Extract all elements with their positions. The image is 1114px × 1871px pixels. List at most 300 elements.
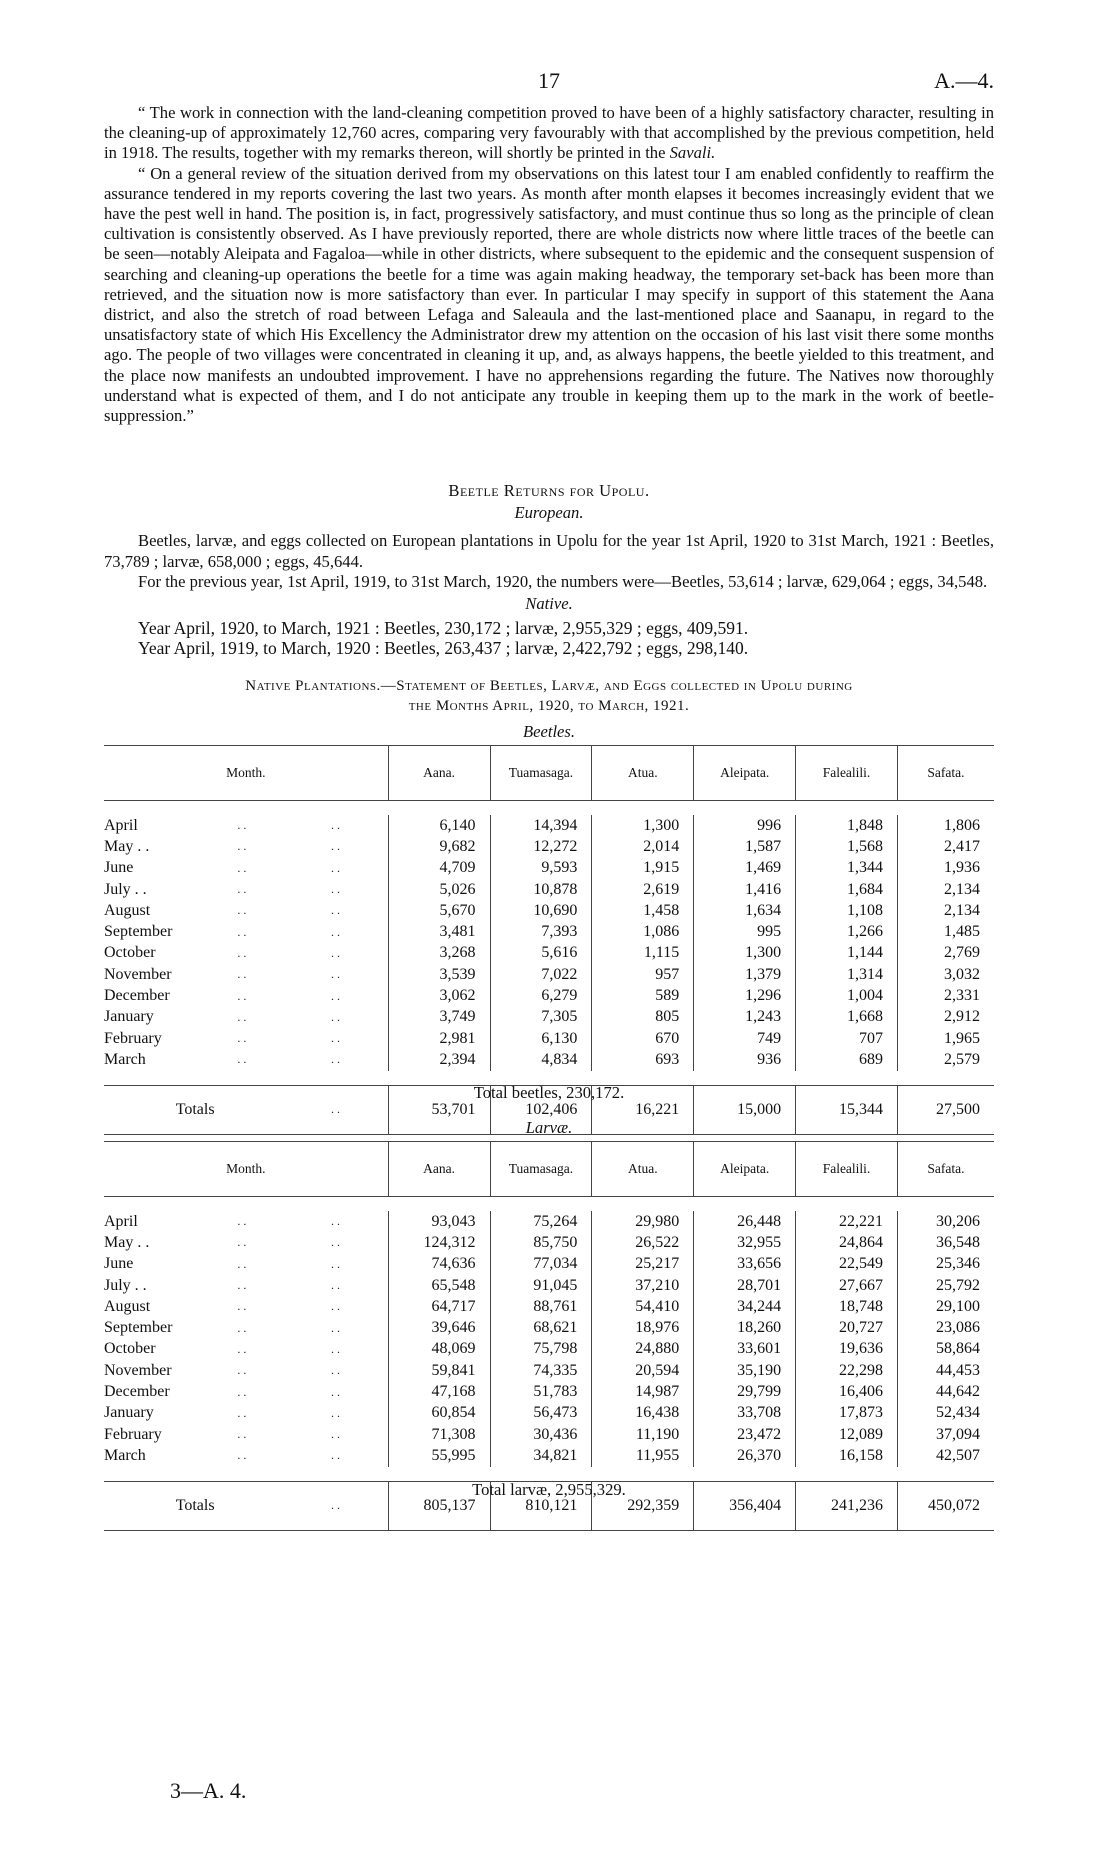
leader-dots: .. (330, 1405, 343, 1420)
total-falealili: 241,236 (796, 1481, 898, 1530)
table-row (104, 1360, 994, 1381)
value-safata: 44,642 (897, 1381, 994, 1402)
value-aleipata: 1,634 (694, 900, 796, 921)
total-aleipata: 356,404 (694, 1481, 796, 1530)
month-cell: September (104, 923, 173, 941)
value-tuamasaga: 51,783 (490, 1381, 592, 1402)
month-cell: July . . (104, 880, 147, 898)
month-cell: June (104, 1255, 134, 1273)
value-tuamasaga: 12,272 (490, 836, 592, 857)
value-aleipata: 35,190 (694, 1360, 796, 1381)
value-aana: 4,709 (388, 858, 490, 879)
value-falealili: 22,221 (796, 1211, 898, 1232)
value-aleipata: 23,472 (694, 1424, 796, 1445)
value-safata: 30,206 (897, 1211, 994, 1232)
beetles-table-caption (104, 722, 994, 742)
value-aleipata: 34,244 (694, 1296, 796, 1317)
value-aana: 64,717 (388, 1296, 490, 1317)
leader-dots: .. (237, 1299, 250, 1314)
value-atua: 670 (592, 1028, 694, 1049)
value-falealili: 1,568 (796, 836, 898, 857)
value-aana: 5,026 (388, 879, 490, 900)
value-tuamasaga: 56,473 (490, 1403, 592, 1424)
month-cell: August (104, 901, 151, 919)
column-header-atua: Atua. (592, 1142, 694, 1197)
total-atua: 292,359 (592, 1481, 694, 1530)
table-row (104, 1028, 994, 1049)
value-tuamasaga: 34,821 (490, 1445, 592, 1466)
value-atua: 693 (592, 1049, 694, 1070)
value-aana: 65,548 (388, 1275, 490, 1296)
table-row (104, 1254, 994, 1275)
value-atua: 14,987 (592, 1381, 694, 1402)
leader-dots: .. (237, 882, 250, 897)
value-tuamasaga: 10,690 (490, 900, 592, 921)
value-atua: 11,190 (592, 1424, 694, 1445)
value-safata: 36,548 (897, 1232, 994, 1253)
value-atua: 26,522 (592, 1232, 694, 1253)
native-returns-current: Year April, 1920, to March, 1921 : Beetles, 230,172 ; larvæ, 2,955,329 ; eggs, 409,591. (138, 618, 749, 639)
leader-dots: .. (330, 882, 343, 897)
table-row (104, 836, 994, 857)
total-tuamasaga: 102,406 (490, 1085, 592, 1134)
value-safata: 58,864 (897, 1339, 994, 1360)
leader-dots: .. (286, 1085, 388, 1134)
column-header-aleipata: Aleipata. (694, 746, 796, 801)
value-falealili: 20,727 (796, 1317, 898, 1338)
month-cell: April (104, 816, 138, 834)
table-row (104, 1211, 994, 1232)
total-safata: 450,072 (897, 1481, 994, 1530)
value-atua: 589 (592, 985, 694, 1006)
value-aleipata: 1,587 (694, 836, 796, 857)
leader-dots: .. (330, 839, 343, 854)
value-tuamasaga: 6,279 (490, 985, 592, 1006)
value-falealili: 1,004 (796, 985, 898, 1006)
table-row (104, 900, 994, 921)
leader-dots: .. (330, 1427, 343, 1442)
european-returns-current: Beetles, larvæ, and eggs collected on European plantations in Upolu for the year 1st April, 1920 to 31st March, 1921 : Beetles, 73,789 ; larvæ, 658,000 ; eggs, 45,644. (104, 531, 994, 571)
leader-dots: .. (330, 945, 343, 960)
leader-dots: .. (237, 1256, 250, 1271)
table-row (104, 921, 994, 942)
leader-dots: .. (237, 1278, 250, 1293)
paragraph-text: “ The work in connection with the land-cleaning competition proved to have been of a highly satisfactory character, resulting in the cleaning-up of approximately 12,760 acres, comparing very favourably with that accomplished by the previous competition, held in 1918. The results, together with my remarks thereon, will shortly be printed in the (104, 103, 994, 163)
month-cell: January (104, 1008, 154, 1026)
value-atua: 805 (592, 1007, 694, 1028)
value-falealili: 1,848 (796, 815, 898, 836)
value-tuamasaga: 7,393 (490, 921, 592, 942)
spacer-row (104, 801, 994, 816)
native-heading (104, 594, 994, 614)
totals-label: Totals (104, 1481, 286, 1530)
beetles-total-line: Total beetles, 230,172. (473, 1083, 625, 1102)
value-safata: 2,769 (897, 943, 994, 964)
value-falealili: 1,684 (796, 879, 898, 900)
savali-title: Savali. (669, 143, 716, 163)
table-row (104, 1296, 994, 1317)
month-cell: March (104, 1446, 146, 1464)
footer-reference: 3—A. 4. (170, 1778, 247, 1803)
leader-dots: .. (237, 1031, 250, 1046)
larvae-header-row (104, 1142, 994, 1197)
value-falealili: 1,108 (796, 900, 898, 921)
larvae-table (104, 1141, 994, 1531)
value-aleipata: 1,300 (694, 943, 796, 964)
value-falealili: 17,873 (796, 1403, 898, 1424)
leader-dots: .. (330, 1052, 343, 1067)
value-falealili: 1,266 (796, 921, 898, 942)
value-tuamasaga: 75,264 (490, 1211, 592, 1232)
value-safata: 1,485 (897, 921, 994, 942)
value-atua: 957 (592, 964, 694, 985)
value-atua: 20,594 (592, 1360, 694, 1381)
leader-dots: .. (237, 1009, 250, 1024)
value-tuamasaga: 91,045 (490, 1275, 592, 1296)
value-atua: 37,210 (592, 1275, 694, 1296)
value-aleipata: 28,701 (694, 1275, 796, 1296)
value-aleipata: 32,955 (694, 1232, 796, 1253)
value-aana: 3,062 (388, 985, 490, 1006)
spacer-cell (104, 1197, 994, 1212)
value-atua: 25,217 (592, 1254, 694, 1275)
table-row (104, 1049, 994, 1070)
column-header-aleipata: Aleipata. (694, 1142, 796, 1197)
column-header-safata: Safata. (897, 746, 994, 801)
leader-dots: .. (237, 1320, 250, 1335)
value-falealili: 22,549 (796, 1254, 898, 1275)
totals-label: Totals (104, 1085, 286, 1134)
larvae-caption-text: Larvæ. (525, 1118, 573, 1137)
european-heading-text: European. (514, 503, 584, 523)
value-aleipata: 26,370 (694, 1445, 796, 1466)
leader-dots: .. (330, 1384, 343, 1399)
value-falealili: 689 (796, 1049, 898, 1070)
statement-title-line1: Native Plantations.—Statement of Beetles, Larvæ, and Eggs collected in Upolu during (245, 678, 853, 694)
month-cell: June (104, 859, 134, 877)
leader-dots: .. (330, 1009, 343, 1024)
value-tuamasaga: 5,616 (490, 943, 592, 964)
total-tuamasaga: 810,121 (490, 1481, 592, 1530)
value-aleipata: 749 (694, 1028, 796, 1049)
leader-dots: .. (237, 1214, 250, 1229)
total-atua: 16,221 (592, 1085, 694, 1134)
value-aleipata: 996 (694, 815, 796, 836)
native-heading-text: Native. (525, 594, 573, 614)
beetles-caption-text: Beetles. (522, 722, 576, 741)
table-row (104, 1403, 994, 1424)
leader-dots: .. (237, 903, 250, 918)
value-safata: 37,094 (897, 1424, 994, 1445)
column-header-falealili: Falealili. (796, 1142, 898, 1197)
value-aleipata: 1,416 (694, 879, 796, 900)
column-header-tuamasaga: Tuamasaga. (490, 746, 592, 801)
month-cell: May . . (104, 837, 150, 855)
value-falealili: 1,144 (796, 943, 898, 964)
leader-dots: .. (237, 1405, 250, 1420)
table-row (104, 964, 994, 985)
column-header-safata: Safata. (897, 1142, 994, 1197)
month-cell: December (104, 1383, 170, 1401)
value-tuamasaga: 6,130 (490, 1028, 592, 1049)
leader-dots: .. (330, 1320, 343, 1335)
value-aana: 39,646 (388, 1317, 490, 1338)
column-header-aana: Aana. (388, 1142, 490, 1197)
value-tuamasaga: 30,436 (490, 1424, 592, 1445)
leader-dots: .. (330, 818, 343, 833)
month-cell: November (104, 1361, 172, 1379)
value-safata: 2,417 (897, 836, 994, 857)
value-tuamasaga: 77,034 (490, 1254, 592, 1275)
value-falealili: 27,667 (796, 1275, 898, 1296)
value-safata: 42,507 (897, 1445, 994, 1466)
value-tuamasaga: 14,394 (490, 815, 592, 836)
value-tuamasaga: 7,305 (490, 1007, 592, 1028)
larvae-table-caption (104, 1118, 994, 1138)
value-aana: 93,043 (388, 1211, 490, 1232)
value-aana: 60,854 (388, 1403, 490, 1424)
value-safata: 25,792 (897, 1275, 994, 1296)
value-safata: 52,434 (897, 1403, 994, 1424)
value-aana: 59,841 (388, 1360, 490, 1381)
value-tuamasaga: 4,834 (490, 1049, 592, 1070)
table-row (104, 1275, 994, 1296)
month-cell: October (104, 944, 156, 962)
value-atua: 1,458 (592, 900, 694, 921)
total-falealili: 15,344 (796, 1085, 898, 1134)
value-falealili: 22,298 (796, 1360, 898, 1381)
larvae-total-line: Total larvæ, 2,955,329. (472, 1480, 626, 1499)
value-safata: 2,579 (897, 1049, 994, 1070)
leader-dots: .. (330, 1256, 343, 1271)
value-falealili: 18,748 (796, 1296, 898, 1317)
table-row (104, 1007, 994, 1028)
value-aana: 47,168 (388, 1381, 490, 1402)
leader-dots: .. (237, 1384, 250, 1399)
leader-dots: .. (330, 1341, 343, 1356)
value-tuamasaga: 74,335 (490, 1360, 592, 1381)
spacer-row (104, 1197, 994, 1212)
value-aana: 71,308 (388, 1424, 490, 1445)
table-row (104, 1339, 994, 1360)
page-header (104, 68, 994, 98)
value-aana: 3,749 (388, 1007, 490, 1028)
leader-dots: .. (237, 1235, 250, 1250)
value-safata: 23,086 (897, 1317, 994, 1338)
leader-dots: .. (237, 1427, 250, 1442)
table-row (104, 815, 994, 836)
page-number: 17 (538, 68, 560, 93)
value-falealili: 1,668 (796, 1007, 898, 1028)
leader-dots: .. (330, 1363, 343, 1378)
value-aana: 3,268 (388, 943, 490, 964)
value-tuamasaga: 68,621 (490, 1317, 592, 1338)
european-returns-previous: For the previous year, 1st April, 1919, to 31st March, 1920, the numbers were—Beetles, 53,614 ; larvæ, 629,064 ; eggs, 34,548. (138, 571, 988, 591)
value-aana: 6,140 (388, 815, 490, 836)
month-cell: September (104, 1319, 173, 1337)
leader-dots: .. (330, 1278, 343, 1293)
value-aana: 74,636 (388, 1254, 490, 1275)
value-safata: 29,100 (897, 1296, 994, 1317)
value-safata: 44,453 (897, 1360, 994, 1381)
value-aleipata: 26,448 (694, 1211, 796, 1232)
table-row (104, 985, 994, 1006)
leader-dots: .. (237, 967, 250, 982)
value-aleipata: 18,260 (694, 1317, 796, 1338)
value-aana: 3,539 (388, 964, 490, 985)
paragraph-general-review: “ On a general review of the situation derived from my observations on this latest tour I am enabled confidently to reaffirm the assurance tendered in my reports covering the last two years. As month after month elapses it becomes increasingly evident that we have the pest well in hand. The position is, in fact, progressively satisfactory, and must continue thus so long as the principle of clean cultivation is consistently observed. As I have previously reported, there are whole districts now where little traces of the beetle can be seen—notably Aleipata and Fagaloa—while in other districts, where subsequent to the epidemic and the consequent suspension of searching and cleaning-up operations the beetle for a time was again making headway, the temporary set-back has been more than retrieved, and the situation now is more satisfactory than ever. In particular I may specify in support of this statement the Aana district, and also the stretch of road between Lefaga and Saleaula and the last-mentioned place and Saanapu, in regard to the unsatisfactory state of which His Excellency the Administrator drew my attention on the occasion of his last visit there some months ago. The people of two villages were concentrated in cleaning it up, and, as always happens, the beetle yielded to this treatment, and the place now manifests an undoubted improvement. I have no apprehensions regarding the future. The Natives now thoroughly understand what is expected of them, and I do not anticipate any trouble in keeping them up to the mark in the work of beetle-suppression.” (104, 163, 994, 426)
value-falealili: 19,636 (796, 1339, 898, 1360)
body-text (104, 103, 994, 426)
leader-dots: .. (330, 1448, 343, 1463)
month-cell: November (104, 965, 172, 983)
value-tuamasaga: 88,761 (490, 1296, 592, 1317)
value-aana: 48,069 (388, 1339, 490, 1360)
leader-dots: .. (330, 860, 343, 875)
paragraph-land-cleaning (104, 103, 994, 164)
month-cell: February (104, 1029, 162, 1047)
value-atua: 1,115 (592, 943, 694, 964)
value-aleipata: 995 (694, 921, 796, 942)
leader-dots: .. (237, 860, 250, 875)
european-heading (104, 503, 994, 523)
value-falealili: 16,406 (796, 1381, 898, 1402)
table-row (104, 1232, 994, 1253)
month-cell: October (104, 1340, 156, 1358)
leader-dots: .. (330, 903, 343, 918)
document-reference: A.—4. (934, 68, 994, 93)
value-tuamasaga: 10,878 (490, 879, 592, 900)
column-header-month: Month. (104, 746, 388, 801)
month-cell: February (104, 1425, 162, 1443)
value-aleipata: 29,799 (694, 1381, 796, 1402)
leader-dots: .. (286, 1481, 388, 1530)
column-header-atua: Atua. (592, 746, 694, 801)
value-atua: 29,980 (592, 1211, 694, 1232)
value-atua: 24,880 (592, 1339, 694, 1360)
value-aana: 3,481 (388, 921, 490, 942)
value-safata: 2,912 (897, 1007, 994, 1028)
table-row (104, 879, 994, 900)
leader-dots: .. (237, 988, 250, 1003)
value-aleipata: 1,243 (694, 1007, 796, 1028)
spacer-cell (104, 1467, 994, 1482)
value-falealili: 1,344 (796, 858, 898, 879)
statement-title (104, 676, 994, 716)
column-header-tuamasaga: Tuamasaga. (490, 1142, 592, 1197)
value-safata: 2,134 (897, 900, 994, 921)
leader-dots: .. (237, 924, 250, 939)
table-row (104, 1381, 994, 1402)
table-row (104, 943, 994, 964)
value-aleipata: 1,469 (694, 858, 796, 879)
month-cell: March (104, 1050, 146, 1068)
value-atua: 1,300 (592, 815, 694, 836)
value-tuamasaga: 85,750 (490, 1232, 592, 1253)
beetle-returns-heading: Beetle Returns for Upolu. (448, 481, 650, 500)
value-falealili: 707 (796, 1028, 898, 1049)
leader-dots: .. (330, 1235, 343, 1250)
value-atua: 18,976 (592, 1317, 694, 1338)
value-atua: 1,086 (592, 921, 694, 942)
value-aleipata: 33,656 (694, 1254, 796, 1275)
value-aana: 55,995 (388, 1445, 490, 1466)
beetles-table (104, 745, 994, 1135)
leader-dots: .. (330, 924, 343, 939)
value-falealili: 24,864 (796, 1232, 898, 1253)
month-cell: December (104, 987, 170, 1005)
leader-dots: .. (330, 967, 343, 982)
leader-dots: .. (330, 1214, 343, 1229)
value-tuamasaga: 9,593 (490, 858, 592, 879)
leader-dots: .. (237, 818, 250, 833)
value-tuamasaga: 75,798 (490, 1339, 592, 1360)
leader-dots: .. (237, 1448, 250, 1463)
value-falealili: 16,158 (796, 1445, 898, 1466)
value-safata: 2,134 (897, 879, 994, 900)
value-aana: 2,394 (388, 1049, 490, 1070)
value-aana: 124,312 (388, 1232, 490, 1253)
leader-dots: .. (330, 988, 343, 1003)
leader-dots: .. (237, 1363, 250, 1378)
spacer-row (104, 1467, 994, 1482)
column-header-falealili: Falealili. (796, 746, 898, 801)
column-header-month: Month. (104, 1142, 388, 1197)
leader-dots: .. (330, 1299, 343, 1314)
value-safata: 1,965 (897, 1028, 994, 1049)
column-header-aana: Aana. (388, 746, 490, 801)
native-returns-previous: Year April, 1919, to March, 1920 : Beetles, 263,437 ; larvæ, 2,422,792 ; eggs, 298,140. (138, 638, 749, 659)
value-aleipata: 1,379 (694, 964, 796, 985)
value-atua: 2,619 (592, 879, 694, 900)
value-safata: 1,806 (897, 815, 994, 836)
total-aana: 805,137 (388, 1481, 490, 1530)
value-safata: 1,936 (897, 858, 994, 879)
beetles-header-row (104, 746, 994, 801)
value-aleipata: 1,296 (694, 985, 796, 1006)
value-atua: 54,410 (592, 1296, 694, 1317)
total-aleipata: 15,000 (694, 1085, 796, 1134)
statement-title-line2: the Months April, 1920, to March, 1921. (408, 698, 690, 715)
value-aleipata: 33,601 (694, 1339, 796, 1360)
table-row (104, 1424, 994, 1445)
value-aleipata: 33,708 (694, 1403, 796, 1424)
value-atua: 1,915 (592, 858, 694, 879)
value-tuamasaga: 7,022 (490, 964, 592, 985)
value-atua: 2,014 (592, 836, 694, 857)
value-safata: 3,032 (897, 964, 994, 985)
leader-dots: .. (237, 839, 250, 854)
total-aana: 53,701 (388, 1085, 490, 1134)
table-row (104, 1445, 994, 1466)
month-cell: May . . (104, 1233, 150, 1251)
month-cell: August (104, 1297, 151, 1315)
month-cell: January (104, 1404, 154, 1422)
month-cell: April (104, 1212, 138, 1230)
leader-dots: .. (237, 945, 250, 960)
beetle-returns-section (104, 481, 994, 659)
total-safata: 27,500 (897, 1085, 994, 1134)
value-falealili: 12,089 (796, 1424, 898, 1445)
value-falealili: 1,314 (796, 964, 898, 985)
value-atua: 11,955 (592, 1445, 694, 1466)
value-aana: 2,981 (388, 1028, 490, 1049)
value-aleipata: 936 (694, 1049, 796, 1070)
value-safata: 25,346 (897, 1254, 994, 1275)
leader-dots: .. (237, 1341, 250, 1356)
table-row (104, 858, 994, 879)
spacer-cell (104, 801, 994, 816)
